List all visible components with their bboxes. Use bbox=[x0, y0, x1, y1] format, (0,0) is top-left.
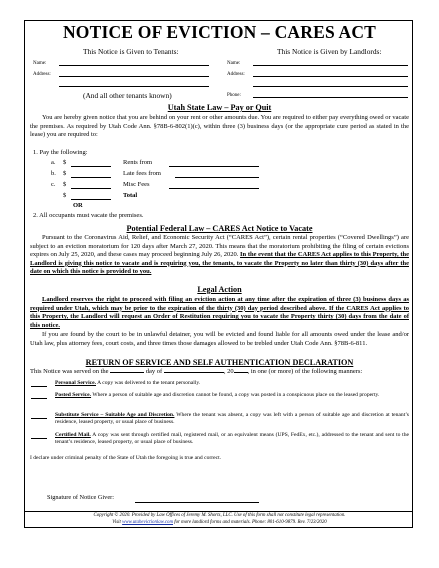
row-a-letter: a. bbox=[51, 159, 56, 166]
row-b-dollar: $ bbox=[63, 170, 67, 177]
personal-service-title: Personal Service. bbox=[55, 380, 97, 386]
document-title: NOTICE OF EVICTION – CARES ACT bbox=[62, 22, 377, 42]
footer-copyright: Copyright © 2020. Provided by Law Offices of Jeremy M. Shorts, LLC. Use of this form shall not constitute legal representation. bbox=[93, 513, 346, 518]
row-b-label: Late fees from bbox=[123, 170, 161, 177]
substitute-service-title: Substitute Service – Suitable Age and Discretion. bbox=[55, 412, 175, 418]
other-tenants-note: (And all other tenants known) bbox=[83, 91, 172, 100]
federal-text: Pursuant to the Coronavirus Aid, Relief, and Economic Security Act (“CARES Act”), certain rental properties (“Covered Dwellings”) are subject to an eviction moratorium for 120 days after March 27, 2020. This means that the moratorium prohibiting the filing of certain evictions expires on July 25, 2020, and these cases may proceed beginning July 26, 2020. bbox=[30, 234, 409, 259]
row-c-amount-field[interactable] bbox=[71, 188, 111, 189]
footer bbox=[25, 511, 413, 526]
row-b-amount-field[interactable] bbox=[71, 177, 111, 178]
row-b-period-field[interactable] bbox=[175, 177, 259, 178]
substitute-service-check[interactable] bbox=[31, 418, 47, 419]
certified-mail-text: A copy was sent through certified mail, registered mail, or an equivalent means (UPS, FedEx, etc.), addressed to the tenant and sent to the tenant’s residence, leased property, or usual place of business. bbox=[55, 432, 410, 446]
posted-service-title: Posted Service. bbox=[55, 392, 92, 398]
row-a-label: Rents from bbox=[123, 159, 153, 166]
vacate-item: 2. All occupants must vacate the premises. bbox=[33, 212, 144, 219]
signature-field[interactable] bbox=[135, 502, 259, 503]
row-c-letter: c. bbox=[51, 181, 56, 188]
row-a-period-field[interactable] bbox=[169, 166, 259, 167]
landlord-phone-label: Phone: bbox=[227, 93, 241, 98]
tenant-address-field-2[interactable] bbox=[59, 86, 209, 87]
served-month-field[interactable] bbox=[164, 372, 224, 373]
served-text-a: This Notice was served on the bbox=[30, 368, 109, 375]
posted-service-item bbox=[55, 392, 409, 399]
landlord-address-field[interactable] bbox=[253, 76, 408, 77]
landlord-address-label: Address: bbox=[227, 72, 245, 77]
landlord-name-label: Name: bbox=[227, 61, 241, 66]
legal-paragraph: If you are found by the court to be in unlawful detainer, you will be evicted and found liable for all amounts owed under the lease and/or Utah law, plus attorney fees, court costs, and three times those damages allowed to be trebled under Utah Code Ann. §78B-6-811. bbox=[30, 331, 409, 347]
legal-action-heading: Legal Action bbox=[197, 285, 242, 294]
personal-service-check[interactable] bbox=[31, 386, 47, 387]
pay-item-label: 1. Pay the following: bbox=[33, 149, 88, 156]
total-dollar: $ bbox=[63, 192, 67, 199]
row-a-amount-field[interactable] bbox=[71, 166, 111, 167]
landlord-phone-field[interactable] bbox=[253, 97, 408, 98]
signature-label: Signature of Notice Giver: bbox=[47, 494, 114, 501]
certified-mail-item bbox=[55, 432, 409, 446]
legal-bold-text: Landlord reserves the right to proceed with filing an eviction action at any time after the expiration of three (3) business days as required under Utah, which may be prior to the expiration of the thirty (30) day period described above. If the CARES Act applies to this Property, the Landlord will request an Order of Restitution requiring you to vacate the Property thirty (30) days from the date of this notice. bbox=[30, 296, 409, 329]
or-separator: OR bbox=[73, 202, 83, 209]
personal-service-item bbox=[55, 380, 409, 387]
served-line bbox=[30, 368, 409, 377]
certified-mail-check[interactable] bbox=[31, 438, 47, 439]
personal-service-text: A copy was delivered to the tenant personally. bbox=[97, 380, 201, 386]
declaration-text: I declare under criminal penalty of the State of Utah the foregoing is true and correct. bbox=[30, 455, 222, 461]
served-day-field[interactable] bbox=[110, 372, 144, 373]
tenant-address-label: Address: bbox=[33, 72, 51, 77]
federal-law-heading: Potential Federal Law – CARES Act Notice to Vacate bbox=[126, 224, 313, 233]
substitute-service-text: Where the tenant was absent, a copy was left with a person of suitable age and discretion at tenant’s residence, leased property, or usual place of business. bbox=[55, 412, 409, 426]
return-of-service-heading: RETURN OF SERVICE AND SELF AUTHENTICATION DECLARATION bbox=[85, 358, 354, 367]
served-text-d: , in one (or more) of the following manners: bbox=[247, 368, 363, 375]
total-label: Total bbox=[123, 192, 138, 199]
tenant-name-label: Name: bbox=[33, 61, 47, 66]
landlords-heading: This Notice is Given by Landlords: bbox=[277, 47, 382, 56]
served-text-c: , 20 bbox=[223, 368, 234, 375]
posted-service-check[interactable] bbox=[31, 398, 47, 399]
federal-paragraph bbox=[30, 234, 409, 277]
landlord-address-field-2[interactable] bbox=[253, 86, 408, 87]
tenant-name-field[interactable] bbox=[59, 65, 209, 66]
served-text-b: day of bbox=[145, 368, 163, 375]
federal-bold-text: In the event that the CARES Act applies to this Property, the Landlord is giving this notice to vacate and is requiring you, the tenants, to vacate the Property no later than thirty (30) days after the date on which this notice is provided to you. bbox=[30, 251, 410, 276]
utah-law-heading: Utah State Law – Pay or Quit bbox=[167, 103, 272, 112]
total-amount-field[interactable] bbox=[71, 199, 111, 200]
substitute-service-item bbox=[55, 412, 409, 426]
tenant-address-field[interactable] bbox=[59, 76, 209, 77]
row-c-dollar: $ bbox=[63, 181, 67, 188]
notice-document bbox=[24, 20, 413, 528]
row-c-description-field[interactable] bbox=[169, 188, 259, 189]
row-a-dollar: $ bbox=[63, 159, 67, 166]
row-c-label: Misc Fees bbox=[123, 181, 150, 188]
served-year-field[interactable] bbox=[234, 372, 248, 373]
footer-rest: for more landlord forms and materials. Phone: 801-610-9879. Rev. 7/23/2020 bbox=[174, 519, 327, 525]
legal-bold-paragraph bbox=[30, 296, 409, 330]
utah-intro-paragraph: You are hereby given notice that you are behind on your rent or other amounts due. You are required to either pay everything owed or vacate the premises. As required by Utah Code Ann. §78B-6-802(1)(c), within three (3) business days (or the appropriate cure period as stated in the lease) you are required to: bbox=[30, 114, 409, 139]
tenants-heading: This Notice is Given to Tenants: bbox=[83, 47, 179, 56]
posted-service-text: Where a person of suitable age and discretion cannot be found, a copy was posted in a conspicuous place on the leased property. bbox=[92, 392, 380, 398]
row-b-letter: b. bbox=[51, 170, 56, 177]
landlord-name-field[interactable] bbox=[253, 65, 408, 66]
certified-mail-title: Certified Mail. bbox=[55, 432, 91, 438]
footer-visit: Visit bbox=[112, 519, 121, 525]
footer-contact bbox=[25, 520, 413, 527]
footer-website-link[interactable]: www.utahevictionlaw.com bbox=[122, 519, 173, 525]
